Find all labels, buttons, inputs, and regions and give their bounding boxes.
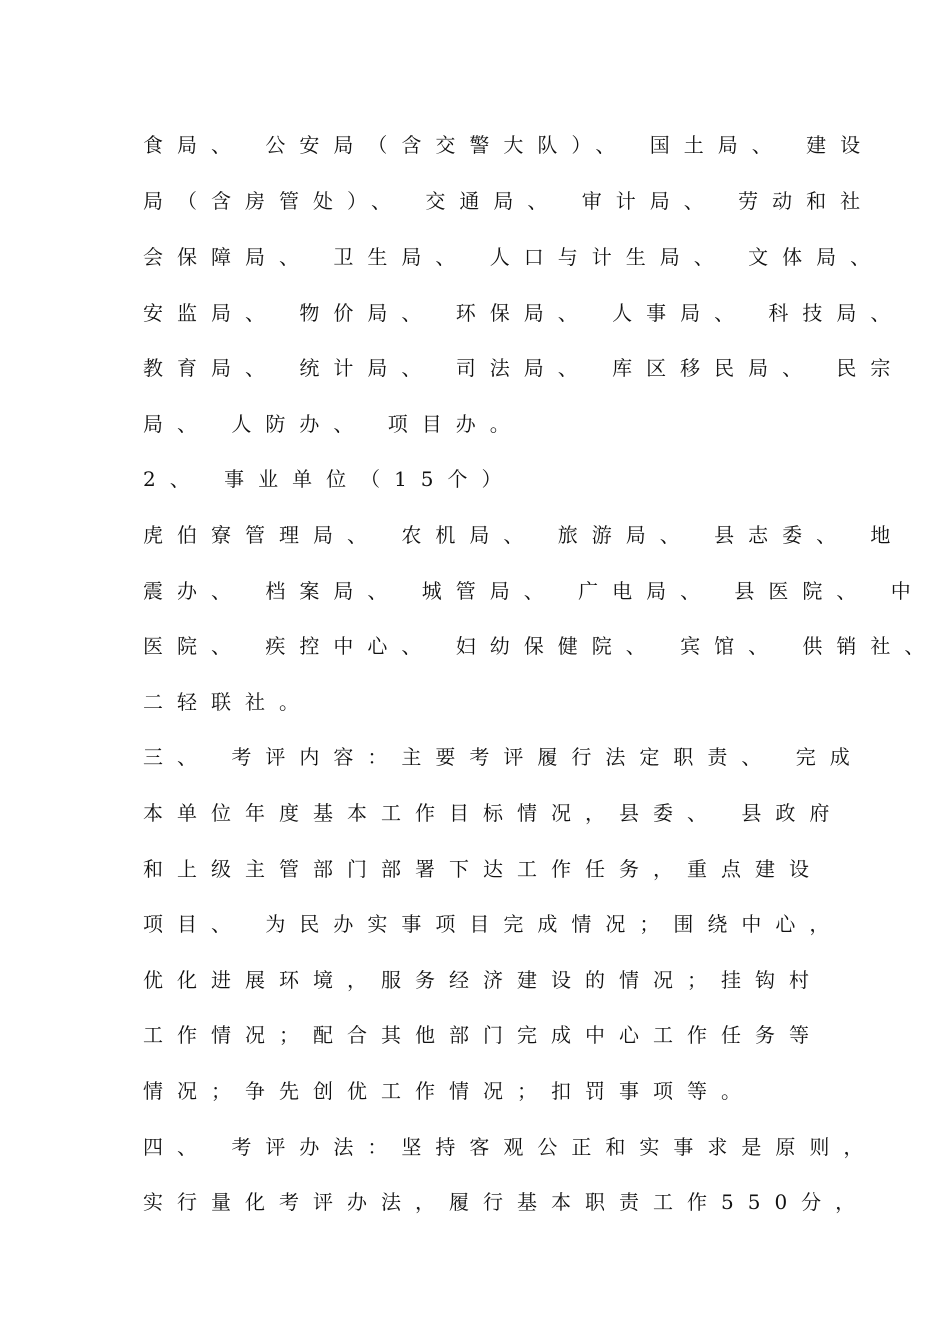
section-heading: 2、 事业单位（15个） <box>143 467 516 491</box>
text-line: 虎伯寮管理局、 农机局、 旅游局、 县志委、 地 <box>143 523 905 547</box>
text-line: 医院、 疾控中心、 妇幼保健院、 宾馆、 供销社、 <box>143 634 939 658</box>
text-line: 实行量化考评办法，履行基本职责工作550分， <box>143 1190 870 1214</box>
text-line: 会保障局、 卫生局、 人口与计生局、 文体局、 <box>143 245 885 269</box>
text-line: 教育局、 统计局、 司法局、 库区移民局、 民宗 <box>143 356 905 380</box>
section-heading: 四、 考评办法：坚持客观公正和实事求是原则， <box>143 1135 878 1159</box>
text-line: 工作情况；配合其他部门完成中心工作任务等 <box>143 1023 823 1047</box>
text-line: 震办、 档案局、 城管局、 广电局、 县医院、 中 <box>143 579 925 603</box>
text-line: 项目、 为民办实事项目完成情况；围绕中心， <box>143 912 844 936</box>
text-line: 和上级主管部门部署下达工作任务，重点建设 <box>143 857 823 881</box>
text-line: 局（含房管处）、 交通局、 审计局、 劳动和社 <box>143 189 875 213</box>
text-line: 二轻联社。 <box>143 690 313 714</box>
text-line: 局、 人防办、 项目办。 <box>143 412 524 436</box>
text-line: 优化进展环境，服务经济建设的情况；挂钩村 <box>143 968 823 992</box>
text-line: 情况；争先创优工作情况；扣罚事项等。 <box>143 1079 755 1103</box>
text-line: 安监局、 物价局、 环保局、 人事局、 科技局、 <box>143 301 905 325</box>
text-line: 食局、 公安局（含交警大队）、 国土局、 建设 <box>143 133 875 157</box>
section-heading: 三、 考评内容：主要考评履行法定职责、 完成 <box>143 745 864 769</box>
text-line: 本单位年度基本工作目标情况，县委、 县政府 <box>143 801 844 825</box>
